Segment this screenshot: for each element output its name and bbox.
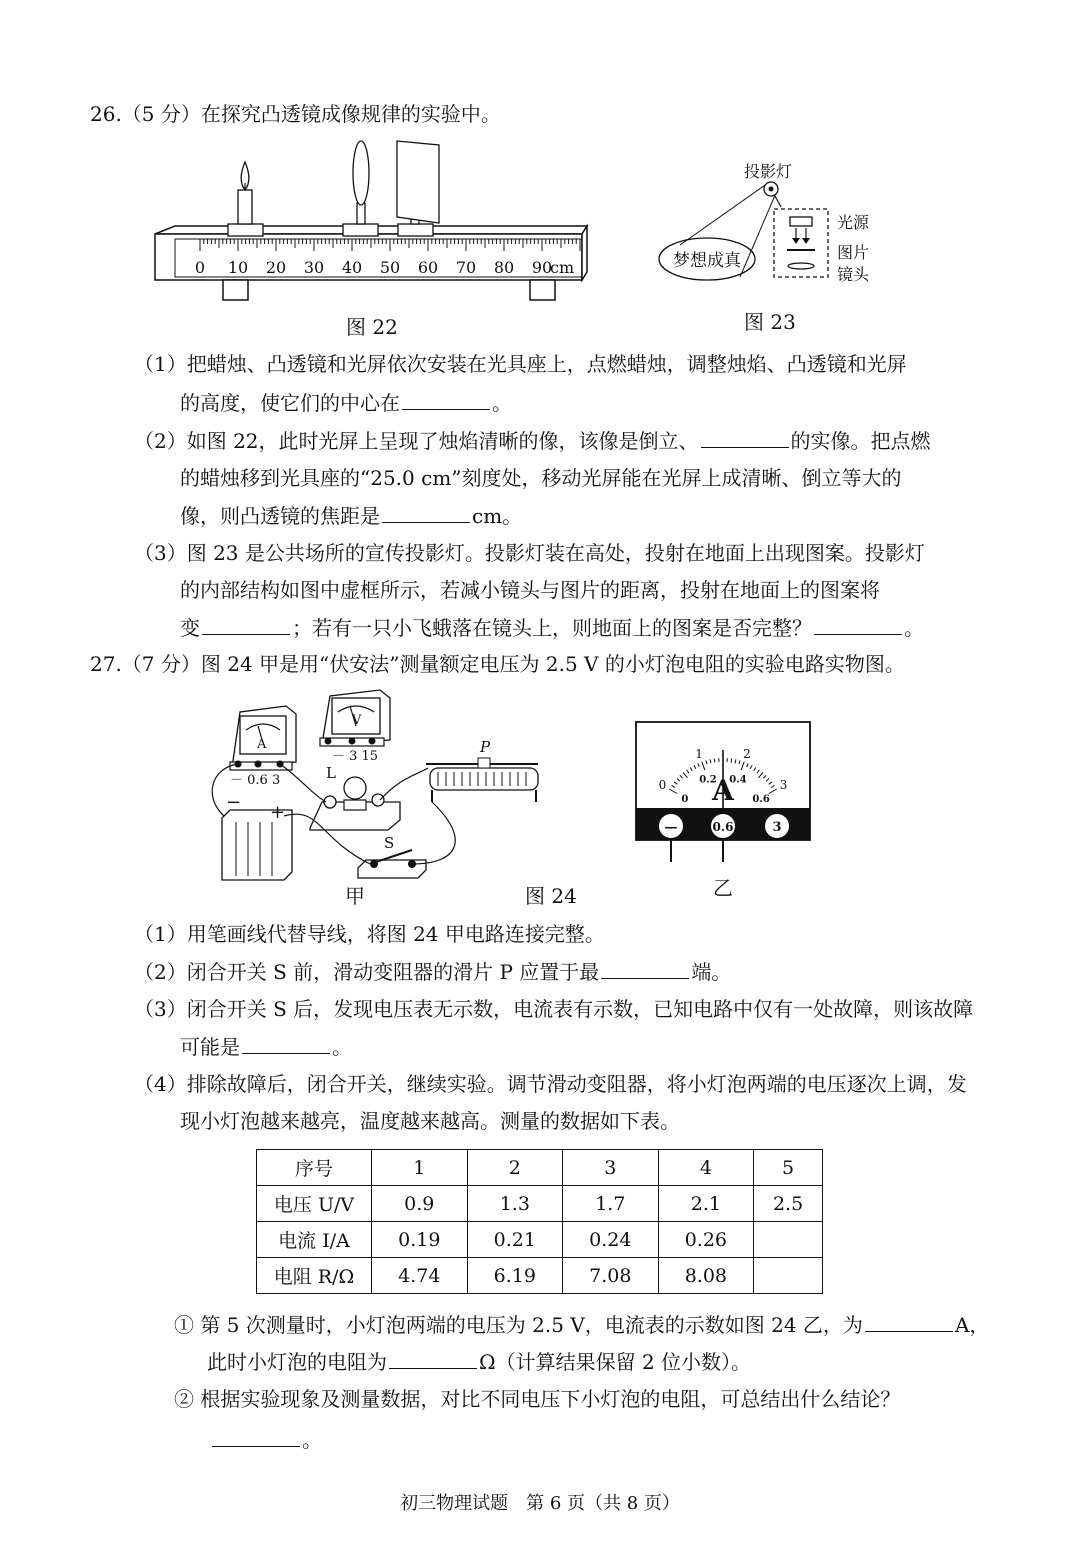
- dial-major-label: 2: [743, 747, 751, 762]
- figure-24-ammeter-dial: [634, 720, 814, 870]
- q27-part3-text: 可能是: [180, 1035, 240, 1059]
- q27-sub1-note: Ω（计算结果保留 2 位小数）。: [479, 1350, 752, 1374]
- figure-24-circuit: [200, 688, 550, 888]
- dial-terminal-negative: —: [664, 820, 678, 835]
- q27-sub2-line2: [210, 1426, 322, 1453]
- lamp-label: L: [326, 764, 336, 782]
- scale-label: 30: [303, 258, 325, 277]
- table-cell: 0.19: [372, 1222, 468, 1258]
- dial-minor-label: 0.6: [752, 794, 770, 805]
- answer-blank-8[interactable]: [865, 1311, 953, 1332]
- q27-part4-line2: 现小灯泡越来越亮，温度越来越高。测量的数据如下表。: [180, 1109, 680, 1133]
- table-header-cell: 5: [754, 1150, 823, 1186]
- dial-major-label: 3: [779, 778, 788, 792]
- q27-part1: （1）用笔画线代替导线，将图 24 甲电路连接完整。: [134, 922, 605, 946]
- picture-label: 图片: [837, 243, 870, 262]
- rheostat-slider-label: P: [480, 738, 491, 756]
- table-header-row: [257, 1150, 823, 1186]
- dial-tick: [731, 759, 732, 763]
- figure-22-caption: 图 22: [346, 315, 398, 339]
- scale-unit: cm: [550, 258, 575, 277]
- table-cell: 1.3: [467, 1186, 563, 1222]
- q27-part4-line1: （4）排除故障后，闭合开关，继续实验。调节滑动变阻器，将小灯泡两端的电压逐次上调，发: [134, 1072, 967, 1096]
- q26-part1-line1: （1）把蜡烛、凸透镜和光屏依次安装在光具座上，点燃蜡烛，调整烛焰、凸透镜和光屏: [134, 352, 907, 376]
- dial-terminal-3: 3: [772, 820, 782, 835]
- bulb-icon: [344, 777, 366, 799]
- q26-part2-line2: 的蜡烛移到光具座的“25.0 cm”刻度处，移动光屏能在光屏上成清晰、倒立等大的: [180, 466, 902, 490]
- q26-part2-text: （2）如图 22，此时光屏上呈现了烛焰清晰的像，该像是倒立、: [134, 429, 699, 453]
- q26-part3-text-a: 变: [180, 616, 200, 640]
- q26-part2-line1: [134, 427, 931, 454]
- table-cell: [754, 1222, 823, 1258]
- svg-text:+: +: [270, 802, 286, 823]
- wire: [380, 768, 428, 800]
- scale-label: 0: [194, 258, 206, 277]
- q27-sub1-resistance-text: 此时小灯泡的电阻为: [207, 1350, 387, 1374]
- q27-part2: [134, 958, 731, 985]
- q26-part2-line3: [180, 502, 522, 529]
- table-cell: 1.7: [563, 1186, 659, 1222]
- voltmeter-label: V: [352, 713, 362, 728]
- table-header-cell: 4: [658, 1150, 754, 1186]
- voltmeter: [320, 690, 390, 764]
- dial-unit: A: [712, 774, 734, 807]
- dial-minor-label: 0.2: [699, 774, 717, 786]
- answer-blank-9[interactable]: [389, 1348, 477, 1369]
- figure-24-yi-label: 乙: [713, 876, 733, 900]
- q27-part2-end: 端。: [691, 960, 732, 984]
- screen-holder: [398, 224, 433, 236]
- table-row-voltage: [257, 1186, 823, 1222]
- figure-24-caption: 图 24: [525, 884, 577, 908]
- ground-pattern-text: 梦想成真: [673, 251, 741, 271]
- projector-lens-icon: [788, 263, 814, 269]
- convex-lens: [353, 141, 369, 205]
- scale-label: 70: [455, 258, 477, 277]
- svg-text:−: −: [226, 792, 242, 813]
- answer-blank-6[interactable]: [601, 958, 689, 979]
- table-cell: 6.19: [467, 1258, 563, 1294]
- q26-part3-line3: [180, 614, 924, 641]
- answer-blank-10[interactable]: [212, 1426, 300, 1447]
- dial-terminal-0.6: 0.6: [712, 820, 734, 834]
- ammeter-terminals: － 0.6 3: [230, 773, 281, 788]
- table-cell: 2.5: [754, 1186, 823, 1222]
- answer-blank-2[interactable]: [701, 427, 789, 448]
- scale-label: 80: [493, 258, 515, 277]
- table-header-cell: 3: [563, 1150, 659, 1186]
- q27-part3-end: 。: [332, 1035, 352, 1059]
- q27-sub1-text: ① 第 5 次测量时，小灯泡两端的电压为 2.5 V，电流表的示数如图 24 乙，为: [174, 1313, 863, 1337]
- dial-minor-label: 0.4: [729, 774, 747, 786]
- table-row-resistance: [257, 1258, 823, 1294]
- scale-label: 90: [531, 258, 553, 277]
- figure-24-jia-label: 甲: [345, 884, 365, 908]
- voltmeter-terminals: － 3 15: [332, 749, 379, 764]
- table-cell: 2.1: [658, 1186, 754, 1222]
- dial-major-label: 1: [695, 747, 703, 762]
- table-row-label: 电流 I/A: [257, 1222, 372, 1258]
- dial-tick: [714, 759, 715, 763]
- figure-23-caption: 图 23: [744, 310, 796, 334]
- table-cell: 4.74: [372, 1258, 468, 1294]
- table-cell: 8.08: [658, 1258, 754, 1294]
- q27-sub2-line1: ② 根据实验现象及测量数据，对比不同电压下小灯泡的电阻，可总结出什么结论？: [174, 1387, 901, 1411]
- measurement-table: [256, 1149, 823, 1294]
- answer-blank-3[interactable]: [382, 502, 470, 523]
- table-header-cell: 序号: [257, 1150, 372, 1186]
- figure-22-optical-bench: [150, 135, 590, 310]
- ammeter: [230, 706, 296, 788]
- answer-blank-7[interactable]: [242, 1033, 330, 1054]
- candle-holder: [228, 224, 263, 236]
- dial-major-label: 0: [658, 778, 667, 792]
- light-screen: [397, 141, 439, 223]
- table-cell: 0.26: [658, 1222, 754, 1258]
- switch-label: S: [384, 834, 395, 852]
- page-footer: 初三物理试题 第 6 页（共 8 页）: [400, 1493, 680, 1514]
- light-source-icon: [790, 217, 812, 226]
- table-cell: 0.21: [467, 1222, 563, 1258]
- answer-blank-1[interactable]: [402, 389, 490, 410]
- scale-label: 40: [341, 258, 363, 277]
- q27-header: 27.（7 分）图 24 甲是用“伏安法”测量额定电压为 2.5 V 的小灯泡电阻的实验电路实物图。: [90, 652, 905, 676]
- battery: [222, 792, 292, 880]
- table-cell: [754, 1258, 823, 1294]
- table-cell: 0.24: [563, 1222, 659, 1258]
- rheostat: [426, 738, 538, 802]
- answer-blank-4[interactable]: [202, 614, 290, 635]
- q27-sub2-end: 。: [302, 1428, 322, 1452]
- table-header-cell: 2: [467, 1150, 563, 1186]
- scale-label: 20: [265, 258, 287, 277]
- q27-sub1-line2: [207, 1348, 751, 1375]
- q26-part1-end: 。: [492, 391, 512, 415]
- q27-sub1-line1: [174, 1311, 989, 1338]
- table-cell: 7.08: [563, 1258, 659, 1294]
- scale-label: 50: [379, 258, 401, 277]
- lamp-base: [310, 764, 400, 830]
- q26-part2-unit: cm。: [472, 504, 523, 528]
- light-source-label: 光源: [837, 213, 870, 232]
- q26-part1-line2: [180, 389, 512, 416]
- q26-part2-focal-text: 像，则凸透镜的焦距是: [180, 504, 380, 528]
- table-row-label: 电阻 R/Ω: [257, 1258, 372, 1294]
- dial-minor-label: 0: [681, 794, 689, 805]
- wire: [412, 802, 455, 864]
- q26-part3-end: 。: [904, 616, 924, 640]
- lens-holder: [343, 224, 378, 236]
- q26-part3-line2: 的内部结构如图中虚框所示，若减小镜头与图片的距离，投射在地面上的图案将: [180, 578, 880, 602]
- q27-sub1-unit: A，: [954, 1313, 990, 1337]
- switch: [358, 834, 426, 878]
- candle: [238, 190, 252, 224]
- q27-part3-line2: [180, 1033, 352, 1060]
- scale-label: 60: [417, 258, 439, 277]
- table-row-current: [257, 1222, 823, 1258]
- q26-header: 26.（5 分）在探究凸透镜成像规律的实验中。: [90, 102, 501, 126]
- table-row-label: 电压 U/V: [257, 1186, 372, 1222]
- q26-part3-text-b: ；若有一只小飞蛾落在镜头上，则地面上的图案是否完整？: [292, 616, 812, 640]
- q26-part3-line1: （3）图 23 是公共场所的宣传投影灯。投影灯装在高处，投射在地面上出现图案。投影灯: [134, 541, 925, 565]
- q26-part1-text: 的高度，使它们的中心在: [180, 391, 400, 415]
- ammeter-label: A: [257, 737, 267, 752]
- answer-blank-5[interactable]: [814, 614, 902, 635]
- scale-label: 10: [227, 258, 249, 277]
- q27-part2-text: （2）闭合开关 S 前，滑动变阻器的滑片 P 应置于最: [134, 960, 600, 984]
- table-cell: 0.9: [372, 1186, 468, 1222]
- projector-lamp-label: 投影灯: [744, 162, 793, 181]
- table-header-cell: 1: [372, 1150, 468, 1186]
- figure-23-projector: [650, 157, 890, 292]
- q26-part2-tail: 的实像。把点燃: [790, 429, 931, 453]
- q27-part3-line1: （3）闭合开关 S 后，发现电压表无示数，电流表有示数，已知电路中仅有一处故障，则该故障: [134, 997, 974, 1021]
- lens-label: 镜头: [837, 265, 870, 284]
- wire: [280, 764, 326, 802]
